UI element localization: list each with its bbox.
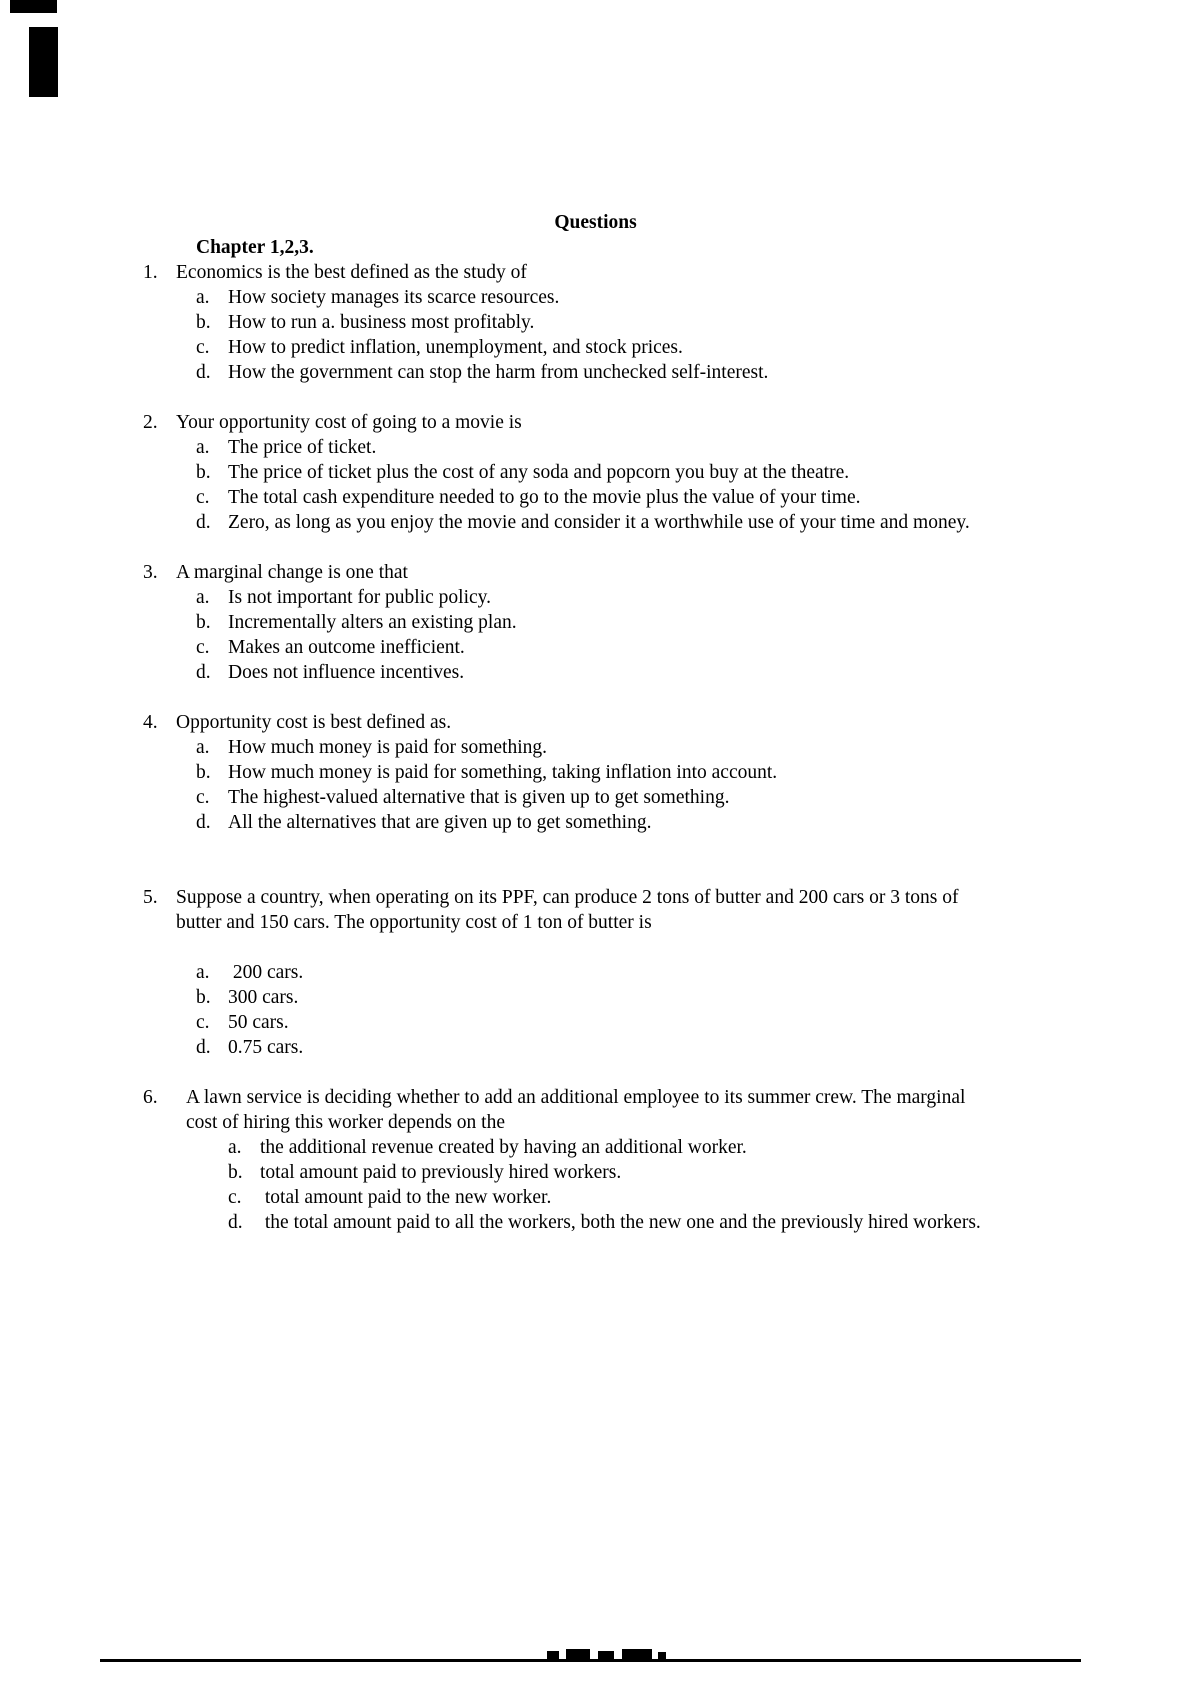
question-number: 6. bbox=[143, 1087, 158, 1108]
option-letter: c. bbox=[228, 1187, 242, 1208]
option-text: Zero, as long as you enjoy the movie and consider it a worthwhile use of your time and money. bbox=[228, 512, 970, 533]
options-list bbox=[196, 585, 993, 685]
option-d bbox=[196, 360, 993, 385]
option-letter: b. bbox=[196, 462, 211, 483]
option-c bbox=[228, 1185, 993, 1210]
option-b bbox=[196, 310, 993, 335]
option-text: How to run a. business most profitably. bbox=[228, 312, 535, 333]
option-a bbox=[196, 285, 993, 310]
option-text: Does not influence incentives. bbox=[228, 662, 465, 683]
option-text: total amount paid to previously hired workers. bbox=[260, 1162, 622, 1183]
scan-artifact-top bbox=[10, 0, 57, 13]
question-number: 5. bbox=[143, 887, 158, 908]
page-title: Questions bbox=[554, 212, 637, 233]
option-c bbox=[196, 785, 993, 810]
option-text: 300 cars. bbox=[228, 987, 299, 1008]
ink-mark bbox=[658, 1652, 666, 1659]
question-block-2 bbox=[143, 410, 993, 535]
options-list bbox=[196, 735, 993, 835]
option-a bbox=[196, 435, 993, 460]
option-text: 50 cars. bbox=[228, 1012, 289, 1033]
option-a bbox=[228, 1135, 993, 1160]
option-letter: d. bbox=[196, 362, 211, 383]
option-a bbox=[196, 735, 993, 760]
question-block-1 bbox=[143, 260, 993, 385]
option-letter: d. bbox=[196, 662, 211, 683]
option-c bbox=[196, 485, 993, 510]
ink-mark bbox=[598, 1651, 614, 1659]
option-letter: a. bbox=[196, 587, 210, 608]
option-letter: c. bbox=[196, 637, 210, 658]
option-letter: c. bbox=[196, 787, 210, 808]
option-d bbox=[196, 810, 993, 835]
option-text: How much money is paid for something, taking inflation into account. bbox=[228, 762, 778, 783]
options-list bbox=[196, 435, 993, 535]
scan-artifact-top bbox=[29, 27, 58, 97]
option-letter: a. bbox=[228, 1137, 242, 1158]
question-1 bbox=[143, 260, 993, 285]
option-letter: b. bbox=[228, 1162, 243, 1183]
option-text: All the alternatives that are given up to get something. bbox=[228, 812, 652, 833]
option-text: How society manages its scarce resources. bbox=[228, 287, 560, 308]
option-text: Is not important for public policy. bbox=[228, 587, 492, 608]
question-block-4 bbox=[143, 710, 993, 835]
option-text: Incrementally alters an existing plan. bbox=[228, 612, 517, 633]
option-text: 0.75 cars. bbox=[228, 1037, 304, 1058]
option-text: the additional revenue created by having an additional worker. bbox=[260, 1137, 747, 1158]
option-letter: a. bbox=[196, 737, 210, 758]
option-d bbox=[228, 1210, 993, 1235]
option-d bbox=[196, 1035, 993, 1060]
question-block-5 bbox=[143, 885, 993, 1060]
option-letter: a. bbox=[196, 287, 210, 308]
option-letter: d. bbox=[196, 812, 211, 833]
option-letter: a. bbox=[196, 437, 210, 458]
option-text: The highest-valued alternative that is given up to get something. bbox=[228, 787, 730, 808]
document-content bbox=[143, 235, 993, 1235]
option-letter: b. bbox=[196, 312, 211, 333]
bottom-rule-line bbox=[100, 1659, 1081, 1662]
option-text: Makes an outcome inefficient. bbox=[228, 637, 465, 658]
option-b bbox=[196, 610, 993, 635]
option-b bbox=[228, 1160, 993, 1185]
option-a bbox=[196, 960, 993, 985]
option-text: How the government can stop the harm from unchecked self-interest. bbox=[228, 362, 769, 383]
option-letter: a. bbox=[196, 962, 210, 983]
question-text: Suppose a country, when operating on its PPF, can produce 2 tons of butter and 200 cars or 3 tons of butter and 150 cars. The opportunity cost of 1 ton of butter is bbox=[176, 887, 964, 933]
option-text: The total cash expenditure needed to go to the movie plus the value of your time. bbox=[228, 487, 861, 508]
option-text: The price of ticket. bbox=[228, 437, 377, 458]
option-text: total amount paid to the new worker. bbox=[260, 1187, 552, 1208]
question-text: A marginal change is one that bbox=[176, 562, 408, 583]
ink-mark bbox=[547, 1651, 559, 1659]
ink-mark bbox=[566, 1649, 590, 1659]
question-4 bbox=[143, 710, 993, 735]
question-text: A lawn service is deciding whether to add an additional employee to its summer crew. The marginal cost of hiring this worker depends on the bbox=[186, 1087, 971, 1133]
option-d bbox=[196, 510, 993, 535]
option-letter: d. bbox=[196, 512, 211, 533]
option-d bbox=[196, 660, 993, 685]
option-letter: c. bbox=[196, 337, 210, 358]
option-letter: b. bbox=[196, 987, 211, 1008]
option-text: the total amount paid to all the workers, both the new one and the previously hired workers. bbox=[260, 1212, 981, 1233]
option-text: How much money is paid for something. bbox=[228, 737, 547, 758]
question-block-3 bbox=[143, 560, 993, 685]
question-5 bbox=[143, 885, 993, 935]
question-text: Opportunity cost is best defined as. bbox=[176, 712, 452, 733]
option-text: How to predict inflation, unemployment, and stock prices. bbox=[228, 337, 683, 358]
option-text: 200 cars. bbox=[228, 962, 304, 983]
question-text: Economics is the best defined as the study of bbox=[176, 262, 527, 283]
option-c bbox=[196, 1010, 993, 1035]
option-letter: c. bbox=[196, 1012, 210, 1033]
option-letter: b. bbox=[196, 612, 211, 633]
options-list bbox=[228, 1135, 993, 1235]
options-list bbox=[196, 285, 993, 385]
question-number: 2. bbox=[143, 412, 158, 433]
question-block-6 bbox=[143, 1085, 993, 1235]
option-text: The price of ticket plus the cost of any soda and popcorn you buy at the theatre. bbox=[228, 462, 850, 483]
question-number: 3. bbox=[143, 562, 158, 583]
option-b bbox=[196, 985, 993, 1010]
chapter-heading: Chapter 1,2,3. bbox=[196, 237, 314, 258]
options-list bbox=[196, 960, 993, 1060]
question-text: Your opportunity cost of going to a movie is bbox=[176, 412, 522, 433]
question-2 bbox=[143, 410, 993, 435]
ink-mark bbox=[622, 1649, 652, 1659]
option-c bbox=[196, 635, 993, 660]
option-a bbox=[196, 585, 993, 610]
question-6 bbox=[143, 1085, 993, 1135]
option-c bbox=[196, 335, 993, 360]
question-number: 4. bbox=[143, 712, 158, 733]
option-b bbox=[196, 460, 993, 485]
option-b bbox=[196, 760, 993, 785]
option-letter: d. bbox=[228, 1212, 243, 1233]
question-number: 1. bbox=[143, 262, 158, 283]
option-letter: c. bbox=[196, 487, 210, 508]
option-letter: d. bbox=[196, 1037, 211, 1058]
option-letter: b. bbox=[196, 762, 211, 783]
question-3 bbox=[143, 560, 993, 585]
